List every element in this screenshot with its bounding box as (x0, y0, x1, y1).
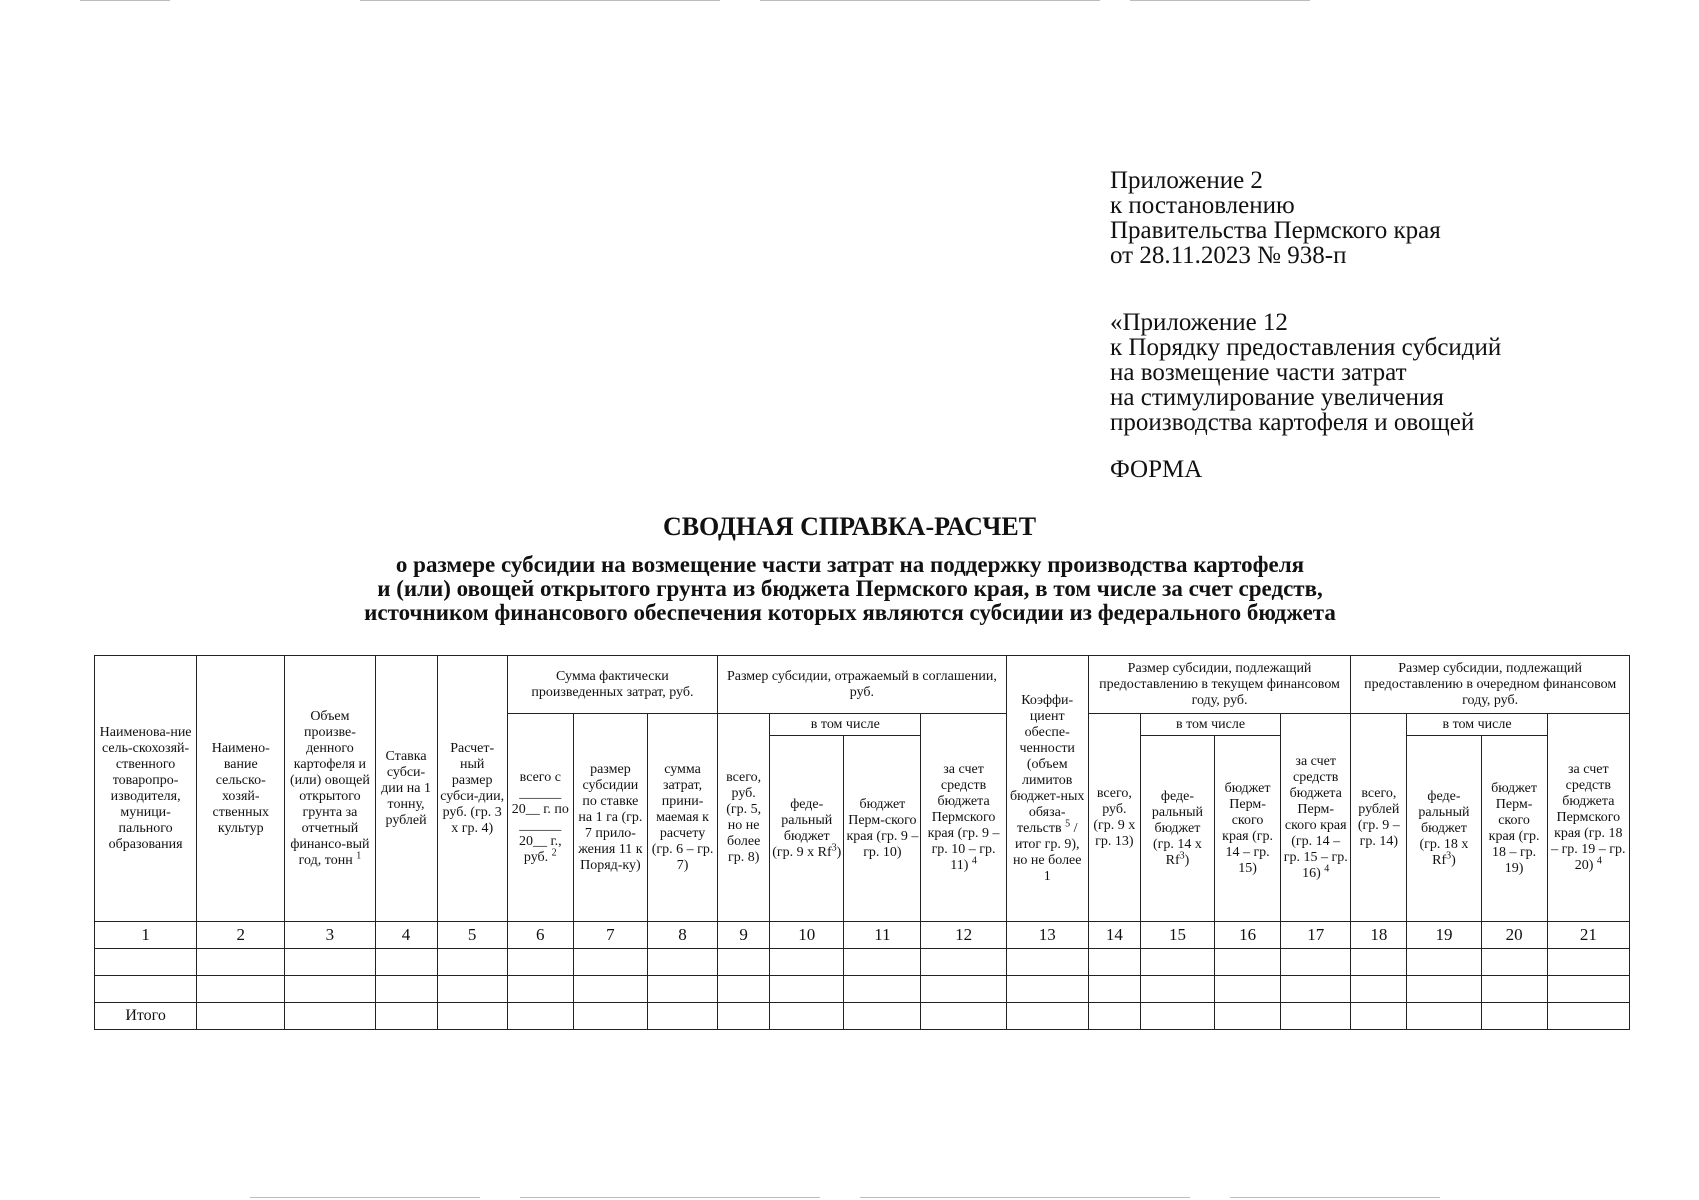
appendix-block (1110, 168, 1501, 482)
header-costs-total (507, 714, 573, 922)
header-volume-text: Объем произве-денного картофеля и (или) овощей открытого грунта за отчетный финансо-вый год, тонн (290, 708, 370, 868)
header-current-year-subsidy: Размер субсидии, подлежащий предоставлению в текущем финансовом году, руб. (1088, 656, 1351, 714)
footnote-mark: 4 (971, 854, 977, 866)
column-number: 21 (1547, 922, 1629, 949)
header-agreement-regional-own-text: за счет средств бюджета Пермского края (гр. 9 – гр. 10 – гр. 11) (927, 761, 1000, 873)
scan-edge-bottom (0, 1197, 1699, 1198)
header-agreement-total: всего, руб. (гр. 5, но не более гр. 8) (718, 714, 770, 922)
header-current-regional-own (1281, 714, 1351, 922)
header-current-federal-text: феде-ральный бюджет (гр. 14 х Rf (1151, 788, 1203, 868)
header-costs-total-to: 20__ г. по ______ (511, 801, 569, 833)
column-number: 16 (1215, 922, 1281, 949)
column-number: 10 (770, 922, 844, 949)
closing-paren: ) (1451, 852, 1456, 868)
column-number: 18 (1351, 922, 1407, 949)
closing-paren: ) (836, 844, 842, 860)
column-number: 7 (573, 922, 647, 949)
header-crops: Наимено-вание сельско-хозяй-ственных культур (197, 656, 285, 922)
header-including: в том числе (1407, 714, 1547, 736)
header-agreement-federal-text: феде-ральный бюджет (гр. 9 х Rf (772, 796, 833, 860)
header-volume (285, 656, 375, 922)
appendix-line: «Приложение 12 (1110, 309, 1288, 336)
column-number: 9 (718, 922, 770, 949)
table-row (95, 949, 1630, 976)
appendix-line: на стимулирование увеличения (1110, 384, 1444, 411)
column-numbers-row (95, 922, 1630, 949)
appendix-line: к постановлению (1110, 192, 1295, 219)
header-including: в том числе (1140, 714, 1280, 736)
subtitle-line: и (или) овощей открытого грунта из бюджета Пермского края, в том числе за счет средств, (377, 576, 1323, 601)
closing-paren: ) (1184, 852, 1190, 868)
scan-edge-top (0, 0, 1699, 2)
document-subtitle (0, 553, 1699, 625)
total-label: Итого (95, 1003, 197, 1030)
header-agreement-federal (770, 736, 844, 922)
footnote-mark: 2 (551, 846, 557, 858)
header-producer: Наименова-ние сель-скохозяй-ственного товаропро-изводителя, муници-пального образования (95, 656, 197, 922)
column-number: 4 (375, 922, 437, 949)
calculation-table (94, 655, 1630, 1030)
header-next-federal (1407, 736, 1481, 922)
footnote-mark: 3 (1446, 849, 1452, 861)
column-number: 5 (437, 922, 507, 949)
column-number: 1 (95, 922, 197, 949)
column-number: 3 (285, 922, 375, 949)
header-next-regional: бюджет Перм-ского края (гр. 18 – гр. 19) (1481, 736, 1547, 922)
form-label: ФОРМА (1110, 456, 1203, 483)
header-costs-total-end (510, 834, 571, 866)
footnote-mark: 5 (1065, 817, 1071, 829)
footnote-mark: 3 (831, 841, 837, 853)
column-number: 19 (1407, 922, 1481, 949)
header-next-federal-text: феде-ральный бюджет (гр. 18 х Rf (1418, 788, 1470, 868)
column-number: 12 (921, 922, 1006, 949)
header-actual-costs: Сумма фактически произведенных затрат, руб. (507, 656, 717, 714)
header-coefficient-text: Коэффи-циент обеспе-ченности (объем лимитов бюджет-ных обяза-тельств (1010, 692, 1085, 836)
header-current-total: всего, руб. (гр. 9 х гр. 13) (1088, 714, 1140, 922)
header-next-regional-own-text: за счет средств бюджета Пермского края (гр. 18 – гр. 19 – гр. 20) (1551, 761, 1626, 873)
header-next-year-subsidy: Размер субсидии, подлежащий предоставлению в очередном финансовом году, руб. (1351, 656, 1630, 714)
header-costs-accepted: сумма затрат, прини-маемая к расчету (гр. 6 – гр. 7) (647, 714, 717, 922)
footnote-mark: 3 (1179, 849, 1185, 861)
header-agreement-regional: бюджет Перм-ского края (гр. 9 – гр. 10) (844, 736, 921, 922)
document-title: СВОДНАЯ СПРАВКА-РАСЧЕТ (662, 512, 1037, 541)
appendix-line: производства картофеля и овощей (1110, 409, 1475, 436)
header-next-regional-own (1547, 714, 1629, 922)
column-number: 8 (647, 922, 717, 949)
footnote-mark: 4 (1324, 862, 1330, 874)
header-costs-total-from: всего с ______ (519, 769, 562, 801)
total-row (95, 1003, 1630, 1030)
column-number: 17 (1281, 922, 1351, 949)
header-current-federal (1140, 736, 1214, 922)
header-rate-per-ha: размер субсидии по ставке на 1 га (гр. 7 прило-жения 11 к Поряд-ку) (573, 714, 647, 922)
header-agreement-regional-own (921, 714, 1006, 922)
column-number: 13 (1006, 922, 1088, 949)
appendix-line: Правительства Пермского края (1110, 217, 1441, 244)
column-number: 15 (1140, 922, 1214, 949)
header-coefficient-text-end: / итог гр. 9), но не более 1 (1012, 820, 1082, 884)
header-next-total: всего, рублей (гр. 9 – гр. 14) (1351, 714, 1407, 922)
subtitle-line: источником финансового обеспечения которых являются субсидии из федерального бюджета (364, 600, 1336, 625)
header-rate: Ставка субси-дии на 1 тонну, рублей (375, 656, 437, 922)
header-agreement-subsidy: Размер субсидии, отражаемый в соглашении, руб. (718, 656, 1007, 714)
header-current-regional-own-text: за счет средств бюджета Перм-ского края (гр. 14 – гр. 15 – гр. 16) (1283, 753, 1348, 881)
column-number: 2 (197, 922, 285, 949)
column-number: 14 (1088, 922, 1140, 949)
appendix-line: на возмещение части затрат (1110, 359, 1407, 386)
column-number: 11 (844, 922, 921, 949)
header-including: в том числе (770, 714, 921, 736)
table-row (95, 976, 1630, 1003)
column-number: 6 (507, 922, 573, 949)
appendix-line: Приложение 2 (1110, 167, 1263, 194)
footnote-mark: 1 (356, 849, 362, 861)
appendix-line: к Порядку предоставления субсидий (1110, 334, 1502, 361)
footnote-mark: 4 (1596, 854, 1602, 866)
header-current-regional: бюджет Перм-ского края (гр. 14 – гр. 15) (1215, 736, 1281, 922)
header-costs-total-unit: 20__ г., руб. (518, 833, 562, 865)
subtitle-line: о размере субсидии на возмещение части затрат на поддержку производства картофеля (395, 552, 1305, 577)
appendix-line: от 28.11.2023 № 938-п (1110, 242, 1347, 269)
header-coefficient (1006, 656, 1088, 922)
header-calc-subsidy: Расчет-ный размер субси-дии, руб. (гр. 3 х гр. 4) (437, 656, 507, 922)
column-number: 20 (1481, 922, 1547, 949)
